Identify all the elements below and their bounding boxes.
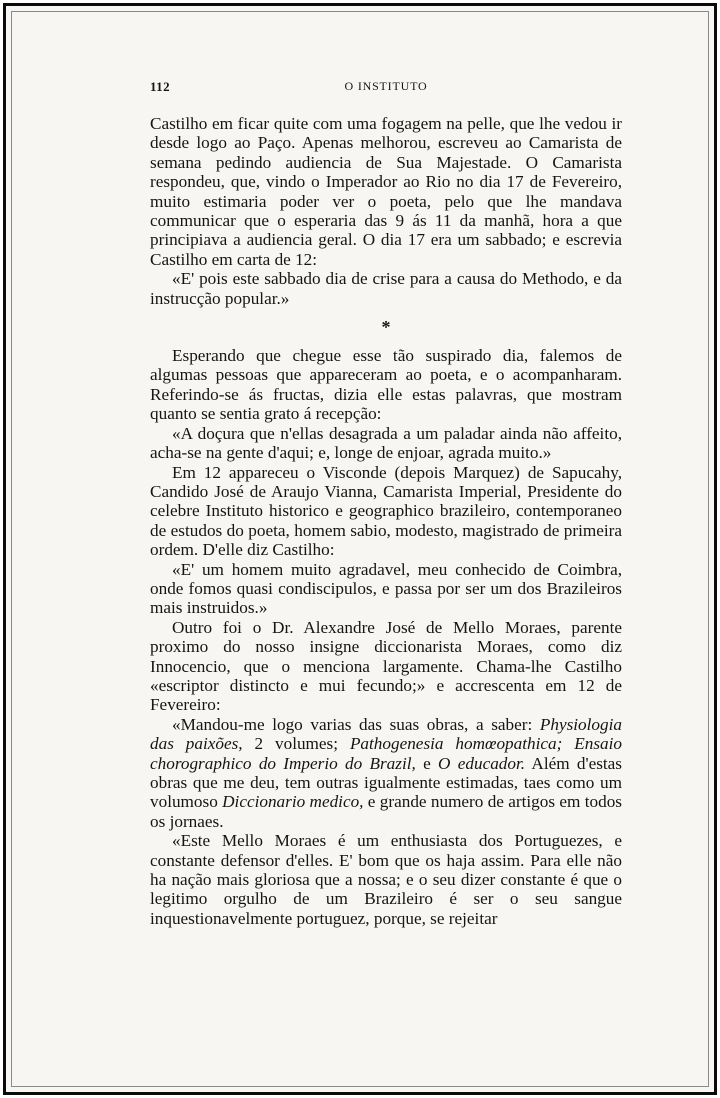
work-title: O educador.	[438, 753, 526, 773]
running-title: O INSTITUTO	[344, 79, 428, 93]
paragraph-1: Castilho em ficar quite com uma fogagem na pelle, que lhe vedou ir desde logo ao Paço. Apenas melhorou, escreveu ao Camarista de semana pedindo audiencia de Sua Majestade. O Camarista respondeu, que, vindo o Imperador ao Rio no dia 17 de Fevereiro, muito estimaria poder ver o poeta, pelo que lhe mandava communicar que o esperaria das 9 ás 11 da manhã, hora a que principiava a audiencia geral. O dia 17 era um sabbado; e escrevia Castilho em carta de 12:	[150, 114, 622, 269]
quote-4-part: e grande numero de artigos em todos os jornaes.	[150, 792, 622, 831]
quote-3: «E' um homem muito agradavel, meu conhecido de Coimbra, onde fomos quasi condiscipulos, e passa por ser um dos Brazileiros mais instruidos.»	[150, 559, 622, 618]
work-title: Diccionario medico,	[222, 792, 364, 812]
quote-5: «Este Mello Moraes é um enthusiasta dos Portuguezes, e constante defensor d'elles. E' bom que os haja assim. Para elle não ha nação mais gloriosa que a nossa; e o seu dizer constante é que o legitimo orgulho de um Brazileiro é ser o seu sangue inquestionavelmente portuguez, porque, se rejeitar	[150, 831, 622, 928]
section-separator: *	[381, 317, 391, 338]
quote-1: «E' pois este sabbado dia de crise para a causa do Methodo, e da instrucção popular.»	[150, 269, 622, 308]
quote-2: «A doçura que n'ellas desagrada a um paladar ainda não affeito, acha-se na gente d'aqui; e, longe de enjoar, agrada muito.»	[150, 423, 622, 463]
quote-4-part: 2 volumes;	[242, 734, 350, 754]
paragraph-3: Em 12 appareceu o Visconde (depois Marquez) de Sapucahy, Candido José de Araujo Vianna, Camarista Imperial, Presidente do celebre Instituto historico e geographico brazileiro, contemporaneo de estudos do poeta, homem sabio, modesto, magistrado de primeira ordem. D'elle diz Castilho:	[150, 462, 622, 560]
work-title: Pathogenesia homœopathica; Ensaio chorographico do Imperio do Brazil,	[150, 734, 622, 773]
quote-4-part: Além d'estas obras que me deu, tem outras igualmente estimadas, taes como um volumoso	[150, 753, 622, 812]
quote-4-part: e	[415, 753, 439, 773]
quote-4-part: «Mandou-me logo varias das suas obras, a saber:	[172, 714, 540, 734]
work-title: Physiologia das paixões,	[150, 714, 622, 754]
paragraph-2: Esperando que chegue esse tão suspirado dia, falemos de algumas pessoas que appareceram ao poeta, e o acompanharam. Referindo-se ás fructas, dizia elle estas palavras, que mostram quanto se sentia grato á recepção:	[150, 346, 622, 424]
quote-4	[150, 715, 622, 831]
page-number: 112	[150, 79, 170, 94]
paragraph-4: Outro foi o Dr. Alexandre José de Mello Moraes, parente proximo do nosso insigne diccionarista Moraes, como diz Innocencio, que o menciona largamente. Chama-lhe Castilho «escriptor distincto e mui fecundo;» e accrescenta em 12 de Fevereiro:	[150, 617, 622, 715]
body-text	[150, 114, 622, 928]
